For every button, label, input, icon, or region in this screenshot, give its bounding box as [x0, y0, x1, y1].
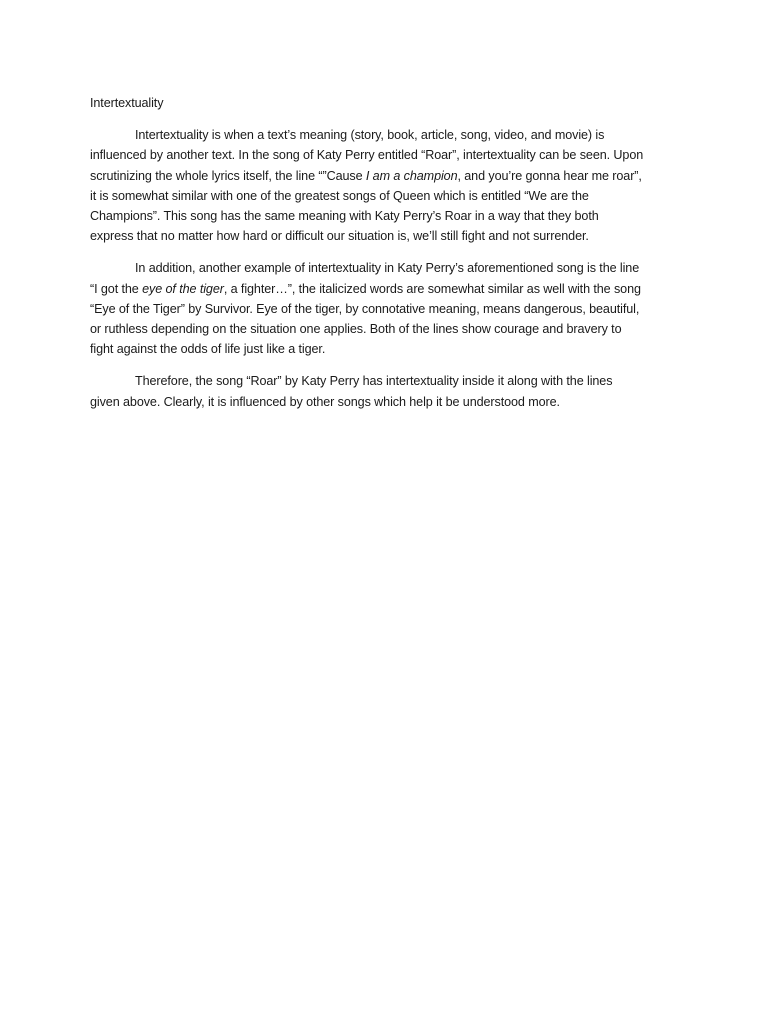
- paragraph-2-text-b: , a fighter…”, the italicized words are somewhat similar as well with the song “Eye of the Tiger” by Survivor. Eye of the tiger, by connotative meaning, means dangerous, beautiful, or ruthless depending on the situation one applies. Both of the lines show courage and bravery to fight against the odds of life just like a tiger.: [90, 281, 641, 357]
- paragraph-3: [90, 371, 645, 411]
- paragraph-2-text-a: In addition, another example of intertextuality in Katy Perry’s aforementioned song is the line “I got the: [90, 261, 640, 296]
- paragraph-1-text-b: , and you’re gonna hear me roar”, it is somewhat similar with one of the greatest songs of Queen which is entitled “We are the Champions”. This song has the same meaning with Katy Perry’s Roar in a way that they both express that no matter how hard or difficult our situation is, we’ll still fight and not surrender.: [90, 168, 642, 244]
- paragraph-1-italic-lyric: I am a champion: [365, 168, 458, 183]
- paragraph-2: [90, 258, 645, 359]
- paragraph-3-text: Therefore, the song “Roar” by Katy Perry has intertextuality inside it along with the lines given above. Clearly, it is influenced by other songs which help it be understood more.: [90, 374, 613, 409]
- document-title: Intertextuality: [90, 96, 164, 110]
- document-body: [90, 93, 645, 424]
- paragraph-1-text-a: Intertextuality is when a text’s meaning (story, book, article, song, video, and movie) is influenced by another text. In the song of Katy Perry entitled “Roar”, intertextuality can be seen. Upon scrutinizing the whole lyrics itself, the line “”Cause: [90, 128, 644, 183]
- paragraph-2-italic-lyric: eye of the tiger: [142, 281, 224, 296]
- paragraph-1: [90, 125, 645, 246]
